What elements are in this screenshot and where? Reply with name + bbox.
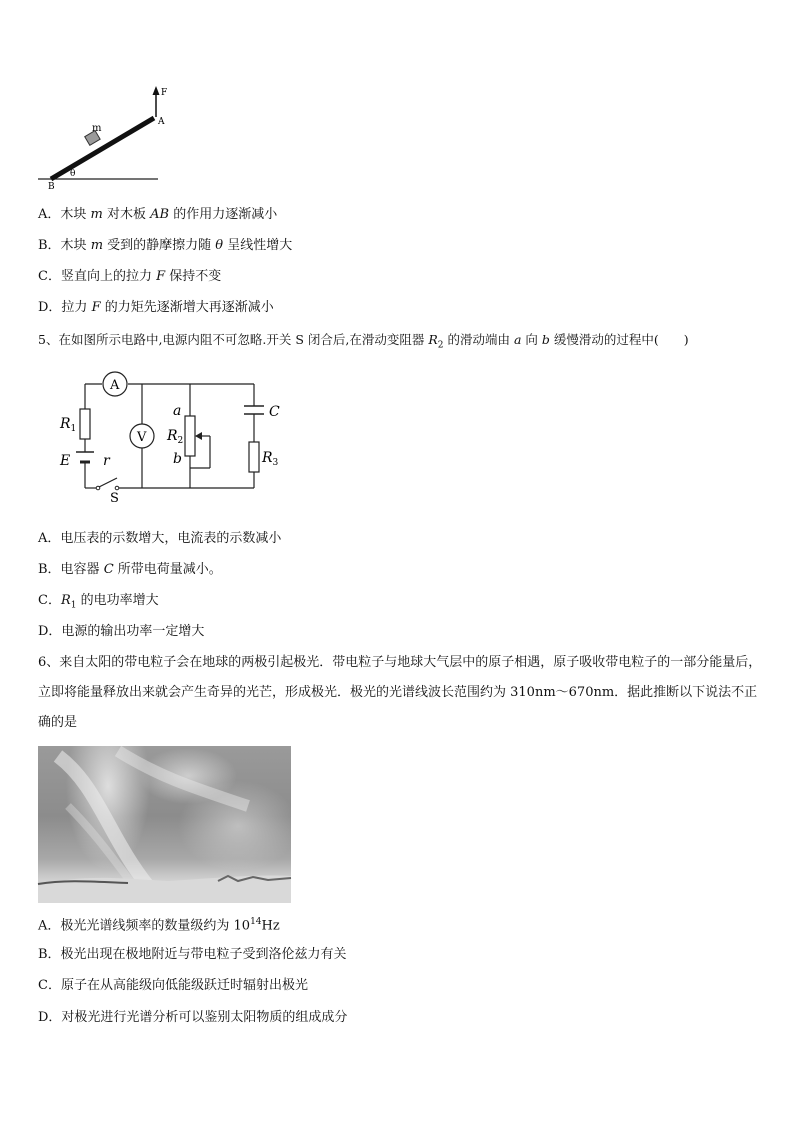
q5-option-d: D．电源的输出功率一定增大 <box>38 624 205 639</box>
slider-arrow-icon <box>195 432 202 440</box>
terminal-b-label: b <box>173 451 182 467</box>
r1-label: $R_1$ <box>60 416 77 434</box>
switch-contact-right <box>115 486 119 490</box>
q4-option-a: A．木块 m 对木板 AB 的作用力逐渐减小 <box>38 207 278 222</box>
label-b: B <box>48 182 55 192</box>
q5-option-c: C．$R_1$ 的电功率增大 <box>38 593 159 611</box>
q4-option-d: D．拉力 F 的力矩先逐渐增大再逐渐减小 <box>38 300 274 315</box>
label-m: m <box>92 123 102 134</box>
voltmeter-label: V <box>137 430 147 445</box>
r2-label: $R_2$ <box>167 428 184 446</box>
label-theta: θ <box>70 169 76 179</box>
board-ab <box>51 118 154 179</box>
ammeter-label: A <box>110 378 120 393</box>
rheostat-r2 <box>185 416 195 456</box>
q4-option-c: C．竖直向上的拉力 F 保持不变 <box>38 269 222 284</box>
switch-label: S <box>110 491 119 506</box>
q6-option-c: C．原子在从高能级向低能级跃迁时辐射出极光 <box>38 978 308 993</box>
arrow-up-icon <box>153 86 160 95</box>
circuit-diagram <box>55 368 300 508</box>
q5-option-b: B．电容器 C 所带电荷量减小。 <box>38 562 222 577</box>
switch-s <box>99 478 117 487</box>
terminal-a-label: a <box>173 403 182 419</box>
q6-stem: 6、来自太阳的带电粒子会在地球的两极引起极光．带电粒子与地球大气层中的原子相遇，原子吸收带电粒子的一部分能量后，立即将能量释放出来就会产生奇异的光芒，形成极光．极光的光谱线波长范围约为 310nm～670nm．据此推断以下说法不正确的是 <box>38 655 762 730</box>
q5-stem: 5、在如图所示电路中,电源内阻不可忽略.开关 S 闭合后,在滑动变阻器 $R_2$ 的滑动端由 a 向 b 缓慢滑动的过程中( ) <box>38 332 689 351</box>
r3-label: $R_3$ <box>262 450 279 468</box>
incline-figure <box>36 84 166 192</box>
q6-option-d: D．对极光进行光谱分析可以鉴别太阳物质的组成成分 <box>38 1010 348 1025</box>
q6-option-a: A．极光光谱线频率的数量级约为 $10^{14}Hz$ <box>38 917 280 934</box>
aurora-photo <box>38 746 291 903</box>
resistor-r3 <box>249 442 259 472</box>
capacitor-label: C <box>269 404 280 420</box>
resistor-r1 <box>80 409 90 439</box>
emf-label: E <box>60 453 71 469</box>
q6-option-b: B．极光出现在极地附近与带电粒子受到洛伦兹力有关 <box>38 947 347 962</box>
label-a: A <box>158 117 165 127</box>
q5-option-a: A．电压表的示数增大，电流表的示数减小 <box>38 531 282 546</box>
aurora-photo-art <box>38 746 291 903</box>
internal-resistance-label: r <box>103 453 110 469</box>
label-f: F <box>161 88 168 98</box>
q4-option-b: B．木块 m 受到的静摩擦力随 θ 呈线性增大 <box>38 238 293 253</box>
